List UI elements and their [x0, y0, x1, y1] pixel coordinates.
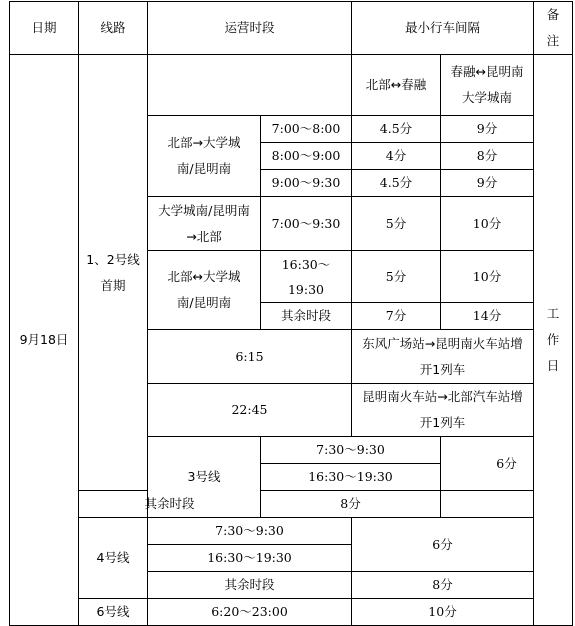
interval-b-cell: 10分 [441, 251, 534, 303]
table-row [10, 599, 573, 626]
interval-a-cell: 5分 [352, 251, 441, 303]
time-cell: 7:30～9:30 [148, 518, 352, 545]
extra-note-cell: 东风广场站→昆明南火车站增开1列车 [352, 330, 534, 384]
header-date: 日期 [10, 2, 79, 55]
line12-subheader-blank [148, 55, 352, 116]
schedule-table [9, 1, 573, 626]
line12-subheader-a: 北部↔春融 [352, 55, 441, 116]
extra-time-cell: 22:45 [148, 384, 352, 437]
time-cell: 7:30～9:30 [261, 437, 441, 464]
line4-name: 4号线 [79, 518, 148, 599]
time-cell: 其余时段 [261, 303, 352, 330]
extra-note-cell: 昆明南火车站→北部汽车站增开1列车 [352, 384, 534, 437]
note-cell [534, 55, 573, 626]
interval-b-cell: 9分 [441, 116, 534, 143]
header-interval: 最小行车间隔 [352, 2, 534, 55]
interval-a-cell: 5分 [352, 197, 441, 251]
line3-peak-interval: 6分 [441, 437, 573, 491]
header-period: 运营时段 [148, 2, 352, 55]
time-cell: 16:30～19:30 [261, 251, 352, 303]
line12-subheader-b: 春融↔昆明南大学城南 [441, 55, 534, 116]
line12-direction-3: 北部↔大学城南/昆明南 [148, 251, 261, 330]
line6-name: 6号线 [79, 599, 148, 626]
extra-time-cell: 6:15 [148, 330, 352, 384]
date-cell: 9月18日 [10, 55, 79, 626]
interval-a-cell: 7分 [352, 303, 441, 330]
line12-name-text: 1、2号线首期 [86, 251, 140, 293]
header-note-text: 备注 [546, 7, 560, 48]
interval-a-cell: 4.5分 [352, 116, 441, 143]
note-cell-text: 工作日 [546, 306, 560, 373]
line12-direction-1: 北部→大学城南/昆明南 [148, 116, 261, 197]
time-cell: 6:20～23:00 [148, 599, 352, 626]
interval-b-cell: 9分 [441, 170, 534, 197]
header-line: 线路 [79, 2, 148, 55]
line3-other-interval: 8分 [261, 491, 441, 518]
table-row [10, 55, 573, 116]
time-cell: 16:30～19:30 [261, 464, 441, 491]
interval-b-cell: 8分 [441, 143, 534, 170]
time-cell: 9:00～9:30 [261, 170, 352, 197]
interval-a-cell: 4.5分 [352, 170, 441, 197]
line12-name [79, 55, 148, 491]
header-note [534, 2, 573, 55]
time-cell: 16:30～19:30 [148, 545, 352, 572]
interval-b-cell: 10分 [441, 197, 534, 251]
line3-name: 3号线 [148, 437, 261, 518]
line12-direction-2: 大学城南/昆明南→北部 [148, 197, 261, 251]
line4-other-interval: 8分 [352, 572, 534, 599]
table-row [10, 518, 573, 545]
time-cell: 8:00～9:00 [261, 143, 352, 170]
interval-b-cell: 14分 [441, 303, 534, 330]
interval-a-cell: 4分 [352, 143, 441, 170]
table-row [10, 491, 573, 518]
line6-interval: 10分 [352, 599, 534, 626]
time-cell: 7:00～9:30 [261, 197, 352, 251]
time-cell: 其余时段 [79, 491, 261, 518]
time-cell: 其余时段 [148, 572, 352, 599]
time-cell: 7:00～8:00 [261, 116, 352, 143]
line4-peak-interval: 6分 [352, 518, 534, 572]
header-row [10, 2, 573, 55]
